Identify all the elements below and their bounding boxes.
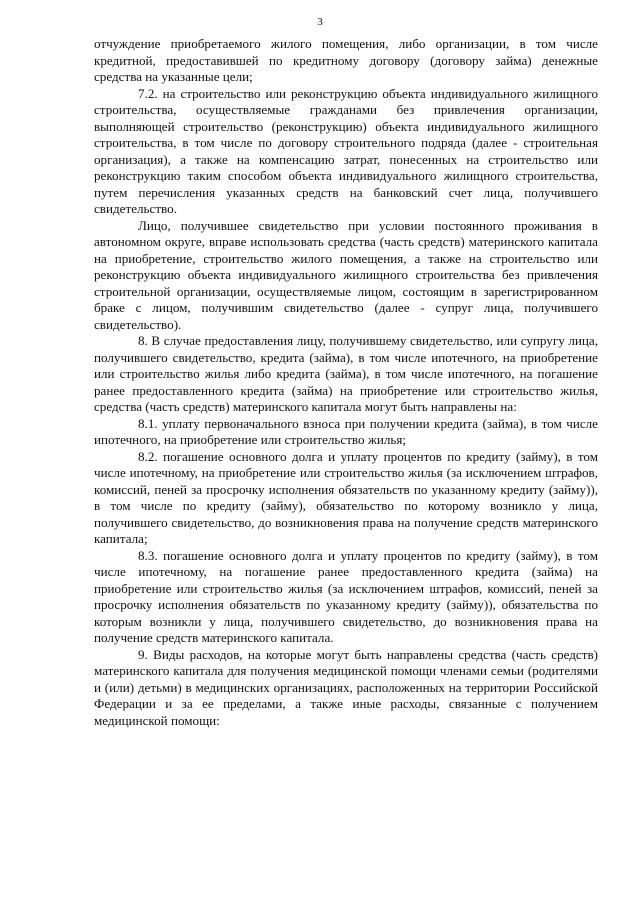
paragraph-8: 8. В случае предоставления лицу, получившему свидетельство, или супругу лица, получившего свидетельство, кредита (займа), в том числе ипотечного, на приобретение или строительство жилья либо кредита (займа), в том числе ипотечного, на погашение ранее предоставленного кредита (займа) на приобретение или строительство жилья, средства (часть средств) материнского капитала могут быть направлены на: [94,333,598,414]
paragraph-8-1: 8.1. уплату первоначального взноса при получении кредита (займа), в том числе ипотечного, на приобретение или строительство жилья; [94,415,598,447]
paragraph-spouse-right: Лицо, получившее свидетельство при условии постоянного проживания в автономном округе, вправе использовать средства (часть средств) материнского капитала на приобретение, строительство жилого помещения, а также на строительство или реконструкцию объекта индивидуального жилищного строительства без привлечения строительной организации, осуществляемые лицом, состоящим в зарегистрированном браке с лицом, получившим свидетельство (далее - супруг лица, получившего свидетельство). [94,217,598,332]
paragraph-8-2: 8.2. погашение основного долга и уплату процентов по кредиту (займу), в том числе ипотечному, на приобретение или строительство жилья (за исключением штрафов, комиссий, пеней за просрочку исполнения обязательств по указанному кредиту (займу)), в том числе по кредиту (займу), обязательство по которому возникло у лица, получившего свидетельство, до возникновения права на получение средств материнского капитала; [94,448,598,546]
paragraph-9: 9. Виды расходов, на которые могут быть направлены средства (часть средств) материнского капитала для получения медицинской помощи членами семьи (родителями и (или) детьми) в медицинских организациях, расположенных на территории Российской Федерации и за ее пределами, а также иные расходы, связанные с получением медицинской помощи: [94,646,598,728]
paragraph-7-2: 7.2. на строительство или реконструкцию объекта индивидуального жилищного строительства, осуществляемые гражданами без привлечения организации, выполняющей строительство (реконструкцию) объекта индивидуального жилищного строительства, в том числе по договору строительного подряда (далее - строительная организация), а также на компенсацию затрат, понесенных на строительство или реконструкцию таким способом объекта индивидуального жилищного строительства, путем перечисления указанных средств на банковский счет лица, получившего свидетельство. [94,85,598,216]
document-body [94,36,598,729]
paragraph-continuation: отчуждение приобретаемого жилого помещения, либо организации, в том числе кредитной, предоставившей по кредитному договору (договору займа) денежные средства на указанные цели; [94,36,598,84]
page-number: 3 [317,16,323,28]
paragraph-8-3: 8.3. погашение основного долга и уплату процентов по кредиту (займу), в том числе ипотечному, на погашение ранее предоставленного кредита (займа) на приобретение или строительство жилья (за исключением штрафов, комиссий, пеней за просрочку исполнения обязательств по указанному кредиту (займу)), обязательства по которым возникли у лица, получившего свидетельство, до возникновения права на получение средств материнского капитала. [94,547,598,645]
